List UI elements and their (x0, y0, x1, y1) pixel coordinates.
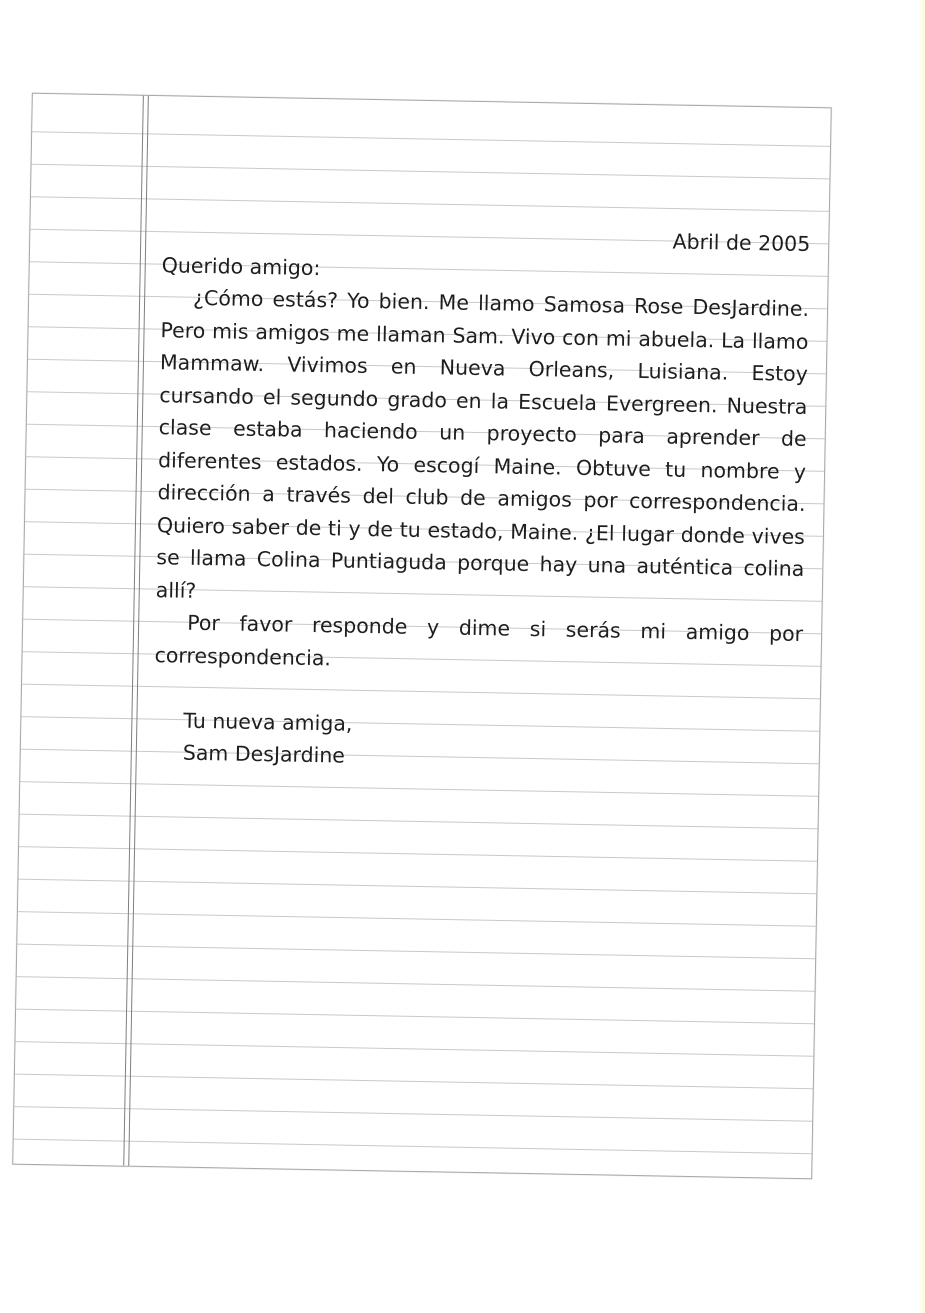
scan-edge-stripe (919, 0, 925, 1313)
letter-signature: Sam DesJardine (182, 740, 346, 768)
letter-paragraph-2: Por favor responde y dime si serás mi amigo por correspondencia. (154, 610, 804, 670)
margin-line-inner (128, 96, 149, 1166)
letter-paragraph-1: ¿Cómo estás? Yo bien. Me llamo Samosa Rose DesJardine. Pero mis amigos me llaman Sam. Vivo con mi abuela. La llamo Mammaw. Vivimos en Nueva Orleans, Luisiana. Estoy cursando el segundo grado en la Escuela Evergreen. Nuestra clase estaba haciendo un proyecto para aprender de diferentes estados. Yo escogí Maine. Obtuve tu nombre y dirección a través del club de amigos por correspondencia. Quiero saber de ti y de tu estado, Maine. ¿El lugar donde vives se llama Colina Puntiaguda porque hay una auténtica colina allí? (155, 285, 810, 603)
lined-paper (12, 93, 832, 1179)
margin-line-outer (123, 96, 144, 1166)
letter-salutation: Querido amigo: (161, 252, 321, 280)
letter-body (153, 216, 811, 780)
letter-date: Abril de 2005 (672, 229, 811, 257)
letter-closing: Tu nueva amiga, (183, 708, 353, 736)
